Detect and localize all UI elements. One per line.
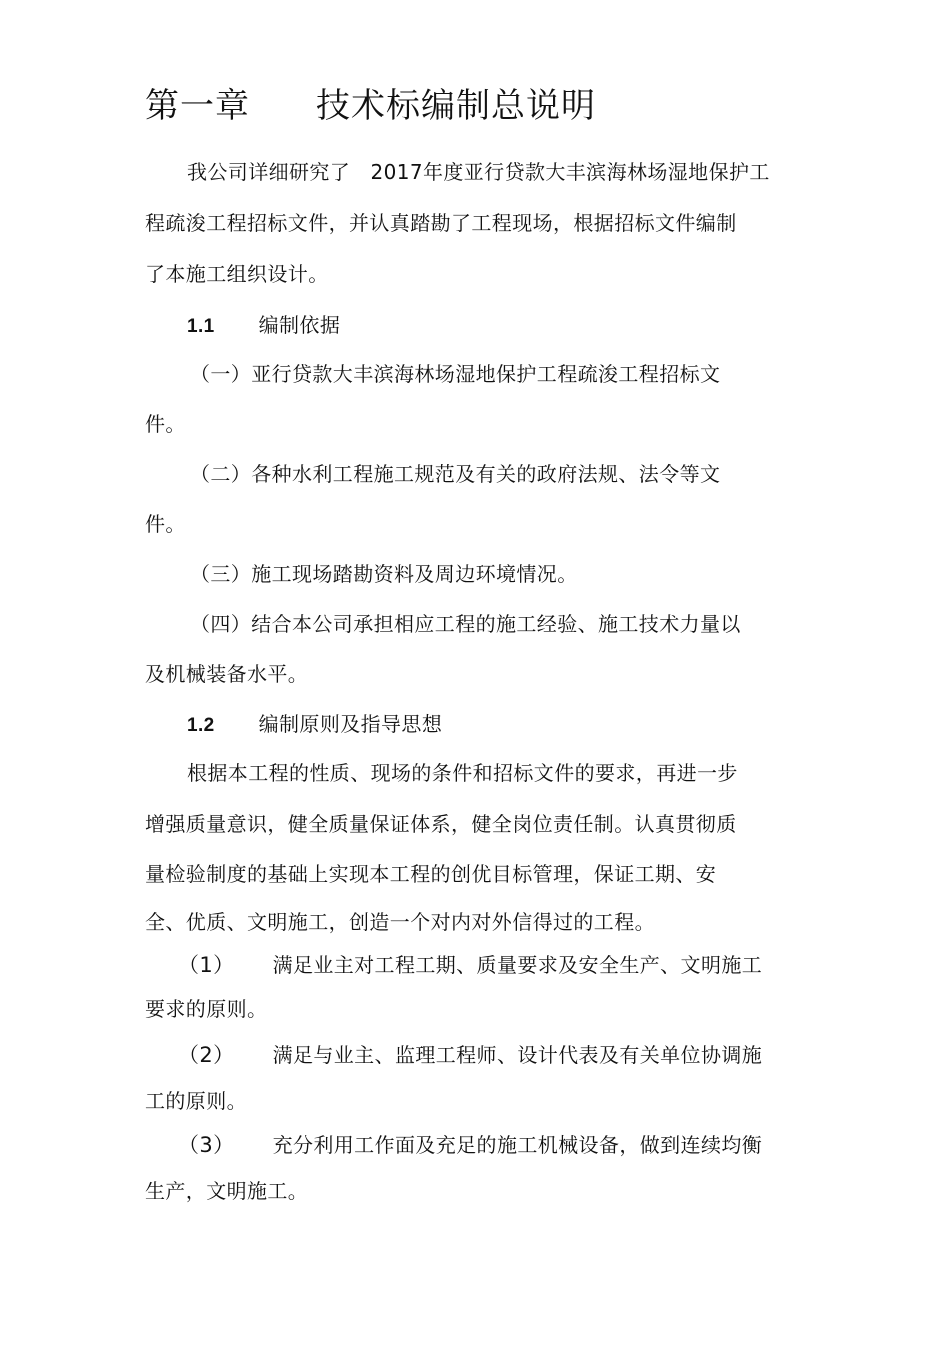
section-heading-1-1 [187,313,340,339]
item-text: 充分利用工作面及充足的施工机械设备，做到连续均衡 [272,1133,763,1157]
intro-line-3: 了本施工组织设计。 [145,262,329,286]
intro-line-2: 程疏浚工程招标文件，并认真踏勘了工程现场，根据招标文件编制 [145,211,737,235]
list-item-continuation: 生产，文明施工。 [145,1179,309,1203]
basis-line-5: （三）施工现场踏勘资料及周边环境情况。 [190,562,578,586]
chapter-number: 第一章 [145,86,250,126]
list-item [178,1133,762,1157]
intro-line-1: 我公司详细研究了 2017年度亚行贷款大丰滨海林场湿地保护工 [187,160,770,184]
item-number: （1） [178,953,235,977]
list-item-continuation: 工的原则。 [145,1089,247,1113]
principle-line-2: 增强质量意识，健全质量保证体系，健全岗位责任制。认真贯彻质 [145,812,737,836]
list-item-continuation: 要求的原则。 [145,997,268,1021]
item-text: 满足业主对工程工期、质量要求及安全生产、文明施工 [272,953,763,977]
item-number: （3） [178,1133,235,1157]
basis-line-2: 件。 [145,412,186,436]
section-number: 1.1 [187,316,215,337]
section-number: 1.2 [187,715,215,736]
section-title: 编制依据 [258,313,341,337]
section-heading-1-2 [187,712,442,738]
basis-line-1: （一）亚行贷款大丰滨海林场湿地保护工程疏浚工程招标文 [190,362,721,386]
chapter-heading: 技术标编制总说明 [316,86,596,126]
basis-line-4: 件。 [145,512,186,536]
item-text: 满足与业主、监理工程师、设计代表及有关单位协调施 [272,1043,763,1067]
basis-line-7: 及机械装备水平。 [145,662,309,686]
chapter-title [145,86,596,126]
item-number: （2） [178,1043,235,1067]
list-item [178,953,762,977]
basis-line-3: （二）各种水利工程施工规范及有关的政府法规、法令等文 [190,462,721,486]
basis-line-6: （四）结合本公司承担相应工程的施工经验、施工技术力量以 [190,612,741,636]
principle-line-3: 量检验制度的基础上实现本工程的创优目标管理，保证工期、安 [145,862,717,886]
section-title: 编制原则及指导思想 [258,712,443,736]
list-item [178,1043,762,1067]
principle-line-4: 全、优质、文明施工，创造一个对内对外信得过的工程。 [145,910,655,934]
principle-line-1: 根据本工程的性质、现场的条件和招标文件的要求，再进一步 [187,761,738,785]
